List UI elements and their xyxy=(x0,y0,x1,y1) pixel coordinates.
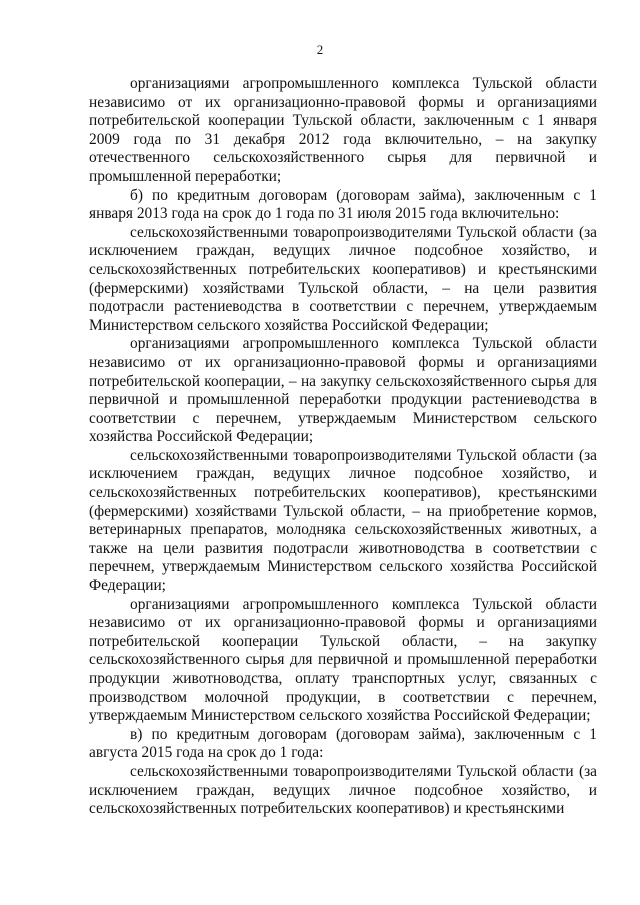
paragraph-7: в) по кредитным договорам (договорам займа), заключенным с 1 августа 2015 года на срок до 1 года: xyxy=(89,725,597,762)
page-number: 2 xyxy=(316,42,324,57)
document-body xyxy=(89,75,597,819)
paragraph-4: организациями агропромышленного комплекса Тульской области независимо от их организационно-правовой формы и организациями потребительской кооперации, – на закупку сельскохозяйственного сырья для первичной и промышленной переработки продукции растениеводства в соответствии с перечнем, утверждаемым Министерством сельского хозяйства Российской Федерации; xyxy=(89,335,597,446)
paragraph-5: сельскохозяйственными товаропроизводителями Тульской области (за исключением граждан, ведущих личное подсобное хозяйство, и сельскохозяйственных потребительских кооперативов), крестьянскими (фермерскими) хозяйствами Тульской области, – на приобретение кормов, ветеринарных препаратов, молодняка сельскохозяйственных животных, а также на цели развития подотрасли животноводства в соответствии с перечнем, утверждаемым Министерством сельского хозяйства Российской Федерации; xyxy=(89,446,597,595)
paragraph-2: б) по кредитным договорам (договорам займа), заключенным с 1 января 2013 года на срок до 1 года по 31 июля 2015 года включительно: xyxy=(89,186,597,223)
paragraph-3: сельскохозяйственными товаропроизводителями Тульской области (за исключением граждан, ведущих личное подсобное хозяйство, и сельскохозяйственных потребительских кооперативов) и крестьянскими (фермерскими) хозяйствами Тульской области, – на цели развития подотрасли растениеводства в соответствии с перечнем, утверждаемым Министерством сельского хозяйства Российской Федерации; xyxy=(89,223,597,334)
paragraph-6: организациями агропромышленного комплекса Тульской области независимо от их организационно-правовой формы и организациями потребительской кооперации Тульской области, – на закупку сельскохозяйственного сырья для первичной и промышленной переработки продукции животноводства, оплату транспортных услуг, связанных с производством молочной продукции, в соответствии с перечнем, утверждаемым Министерством сельского хозяйства Российской Федерации; xyxy=(89,595,597,725)
paragraph-1: организациями агропромышленного комплекса Тульской области независимо от их организационно-правовой формы и организациями потребительской кооперации Тульской области, заключенным с 1 января 2009 года по 31 декабря 2012 года включительно, – на закупку отечественного сельскохозяйственного сырья для первичной и промышленной переработки; xyxy=(89,75,597,185)
paragraph-8: сельскохозяйственными товаропроизводителями Тульской области (за исключением граждан, ведущих личное подсобное хозяйство, и сельскохозяйственных потребительских кооперативов) и крестьянскими xyxy=(89,762,597,818)
